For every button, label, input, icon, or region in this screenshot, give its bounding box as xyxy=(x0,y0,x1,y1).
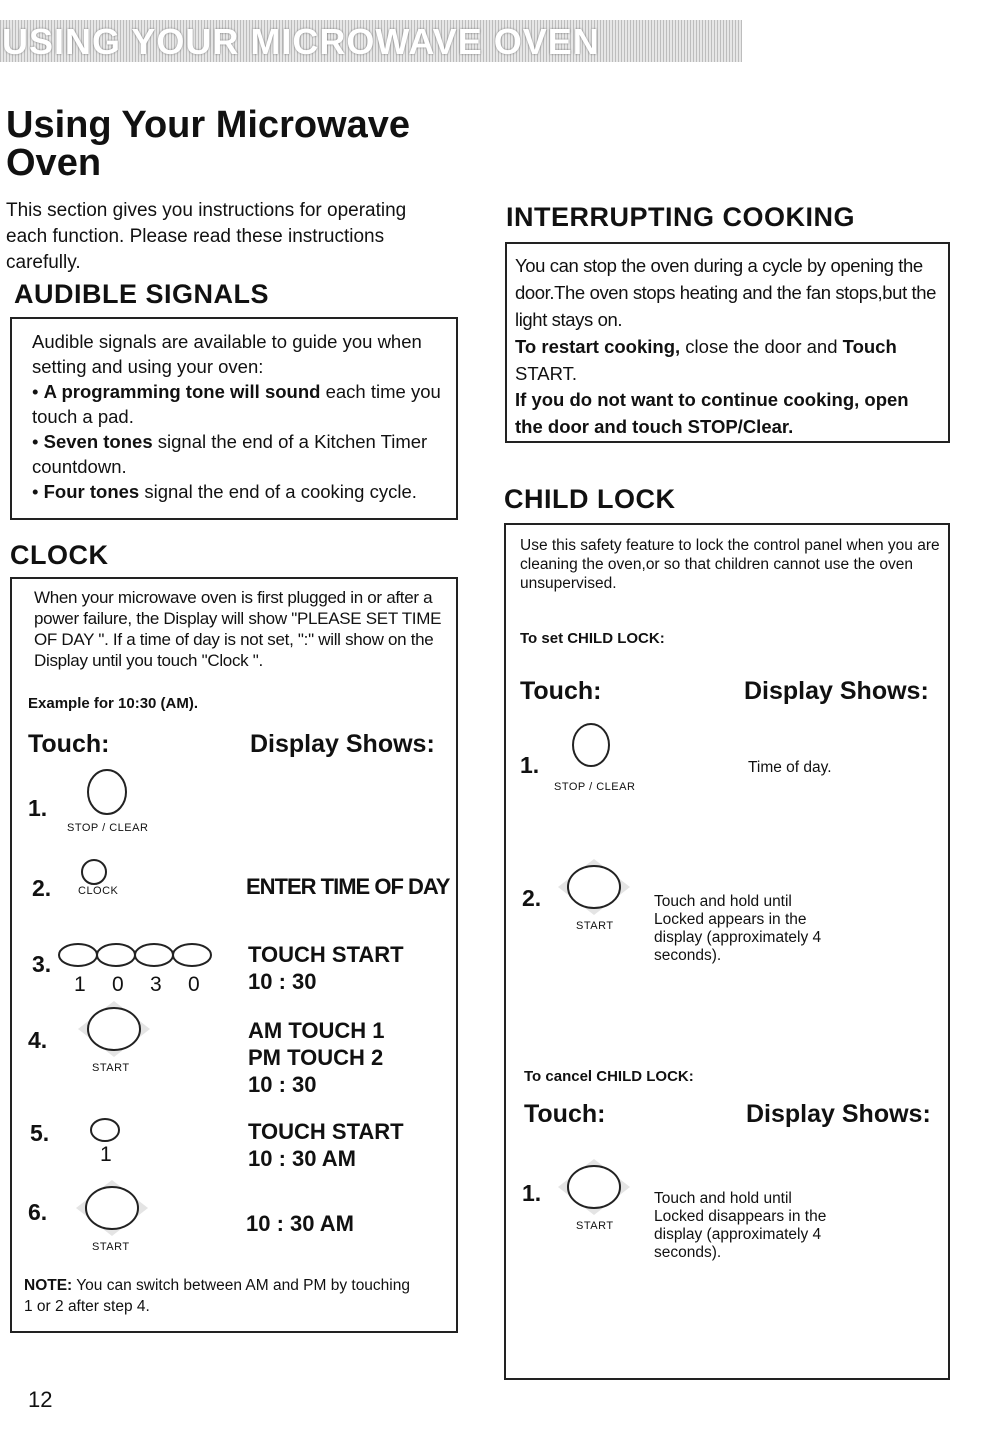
start-pad-label: START xyxy=(92,1062,130,1074)
start-pad-label: START xyxy=(576,920,614,932)
clock-step-number: 6. xyxy=(28,1199,48,1225)
audible-bullet-3: • Four tones signal the end of a cooking cycle. xyxy=(32,481,417,502)
clock-step-number: 1. xyxy=(28,795,48,821)
interrupt-box xyxy=(505,242,950,443)
child-lock-box xyxy=(504,523,950,1380)
clock-text: When your microwave oven is first plugged in or after a power failure, the Display will show "PLEASE SET TIME OF DAY ". If a time of day is not set, ":" will show on the Display until you touch "Clock ". xyxy=(34,588,442,670)
page-number: 12 xyxy=(28,1387,53,1412)
restart-label: To restart cooking, xyxy=(515,336,681,357)
child-lock-touch-label: Touch: xyxy=(520,677,602,705)
pad-digit: 0 xyxy=(188,973,200,996)
pad-digit: 3 xyxy=(150,973,162,996)
start-pad-icon xyxy=(552,855,636,919)
note-text: You can switch between AM and PM by touching 1 or 2 after step 4. xyxy=(24,1277,410,1315)
clock-step-number: 4. xyxy=(28,1027,48,1053)
clock-pad-label: CLOCK xyxy=(78,885,119,897)
child-lock-cancel-display-label: Display Shows: xyxy=(746,1100,931,1128)
number-pads-icon xyxy=(56,939,216,971)
audible-text: Audible signals are available to guide you when setting and using your oven: xyxy=(32,331,422,377)
page-title: Using Your Microwave Oven xyxy=(6,104,411,184)
clock-step-number: 3. xyxy=(32,951,52,977)
child-lock-cancel-touch-label: Touch: xyxy=(524,1100,606,1128)
section-banner xyxy=(0,20,742,62)
interrupt-restart xyxy=(515,333,940,387)
bullet-text: signal the end of a Kitchen Timer countdown. xyxy=(32,431,428,477)
stop-clear-pad-icon xyxy=(566,719,616,771)
stop-clear-pad-label: STOP / CLEAR xyxy=(67,822,149,834)
clock-display-value: AM TOUCH 1 PM TOUCH 2 10 : 30 xyxy=(248,1018,385,1097)
stop-clear-pad-icon xyxy=(81,766,133,818)
restart-start: START. xyxy=(515,363,578,384)
bullet-bold: A programming tone will sound xyxy=(43,381,321,402)
child-lock-display-value: Time of day. xyxy=(748,759,832,776)
start-pad-icon xyxy=(72,997,156,1061)
start-pad-label: START xyxy=(576,1220,614,1232)
start-pad-label: START xyxy=(92,1241,130,1253)
bullet-text: signal the end of a cooking cycle. xyxy=(139,481,417,502)
interrupt-heading: INTERRUPTING COOKING xyxy=(506,202,856,232)
pad-digit: 1 xyxy=(100,1143,112,1166)
pad-digit: 1 xyxy=(74,973,86,996)
pad-digit: 0 xyxy=(112,973,124,996)
clock-display-label: Display Shows: xyxy=(250,730,435,758)
interrupt-no-continue: If you do not want to continue cooking, open the door and touch STOP/Clear. xyxy=(515,389,909,437)
child-lock-display-value: Touch and hold until Locked disappears in the display (approximately 4 seconds). xyxy=(654,1190,827,1261)
child-lock-set-label: To set CHILD LOCK: xyxy=(520,630,665,647)
clock-pad-icon xyxy=(76,857,112,887)
child-lock-heading: CHILD LOCK xyxy=(504,484,676,514)
clock-heading: CLOCK xyxy=(10,540,109,570)
child-lock-step-number: 1. xyxy=(522,1180,542,1206)
child-lock-display-value: Touch and hold until Locked appears in the display (approximately 4 seconds). xyxy=(654,893,822,964)
number-pad-icon xyxy=(85,1115,125,1145)
audible-bullet-1: • A programming tone will sound each time you touch a pad. xyxy=(32,381,441,427)
banner-text: USING YOUR MICROWAVE OVEN xyxy=(2,21,600,62)
child-lock-display-label: Display Shows: xyxy=(744,677,929,705)
child-lock-cancel-label: To cancel CHILD LOCK: xyxy=(524,1068,694,1085)
bullet-text: each time you touch a pad. xyxy=(32,381,441,427)
audible-heading: AUDIBLE SIGNALS xyxy=(14,279,270,309)
clock-display-value: TOUCH START 10 : 30 xyxy=(248,942,404,994)
clock-display-value: TOUCH START 10 : 30 AM xyxy=(248,1119,404,1171)
clock-display-value: ENTER TIME OF DAY xyxy=(246,874,450,899)
note-label: NOTE: xyxy=(24,1277,73,1294)
clock-example: Example for 10:30 (AM). xyxy=(28,695,199,712)
interrupt-text: You can stop the oven during a cycle by opening the door.The oven stops heating and the fan stops,but the light stays on. xyxy=(515,255,937,330)
bullet-bold: Seven tones xyxy=(43,431,153,452)
restart-touch: Touch xyxy=(842,336,897,357)
clock-touch-label: Touch: xyxy=(28,730,110,758)
audible-bullet-2: • Seven tones signal the end of a Kitchen Timer countdown. xyxy=(32,431,428,477)
clock-step-number: 2. xyxy=(32,875,52,901)
intro-text: This section gives you instructions for operating each function. Please read these instructions carefully. xyxy=(6,200,407,273)
child-lock-text: Use this safety feature to lock the control panel when you are cleaning the oven,or so that children cannot use the oven unsupervised. xyxy=(520,537,940,592)
clock-step-number: 5. xyxy=(30,1120,50,1146)
clock-note xyxy=(24,1275,414,1317)
audible-box xyxy=(10,317,458,520)
stop-clear-pad-label: STOP / CLEAR xyxy=(554,781,636,793)
clock-display-value: 10 : 30 AM xyxy=(246,1211,355,1236)
start-pad-icon xyxy=(70,1176,154,1240)
restart-text: close the door and xyxy=(680,336,843,357)
start-pad-icon xyxy=(552,1155,636,1219)
child-lock-step-number: 1. xyxy=(520,752,540,778)
clock-box xyxy=(10,577,458,1333)
child-lock-step-number: 2. xyxy=(522,885,542,911)
bullet-bold: Four tones xyxy=(43,481,140,502)
